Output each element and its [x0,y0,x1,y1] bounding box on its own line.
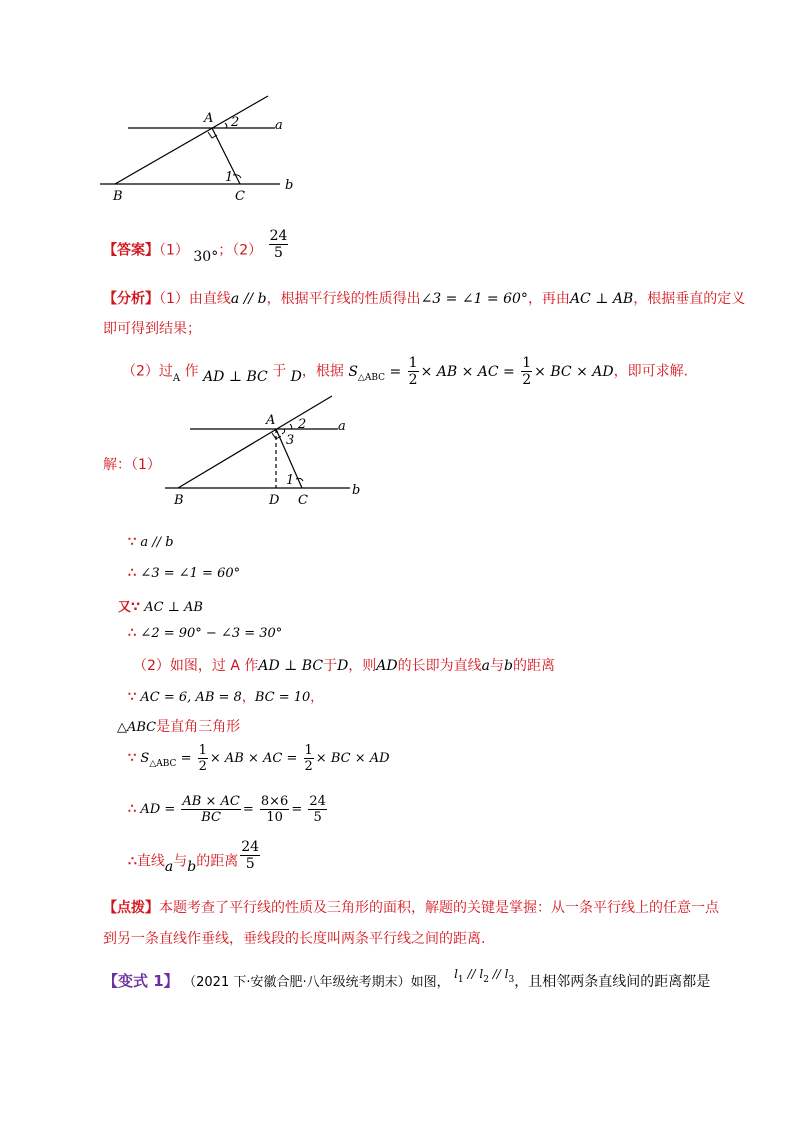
math-expr [454,967,515,985]
analysis-line3 [122,356,688,387]
half-fraction: $\frac{1}{2}$ [198,743,207,774]
because-symbol: 又∵ [118,600,141,615]
line-l1: l [454,967,458,981]
area-symbol: S [140,751,150,766]
fig2-label-2: 2 [298,417,307,432]
area-subscript: △ABC [149,759,177,769]
subscript: 1 [457,975,464,985]
area-symbol: S [348,363,358,380]
math-expr: AC ⊥ AB [144,600,203,615]
solution-step7 [117,716,240,736]
solution-step10 [128,839,262,877]
fig2-label-B: B [174,493,184,508]
fig2-label-A: A [266,413,276,428]
variant-source: （2021 下·安徽合肥·八年级统考期末）如图， [183,975,450,990]
fig2-label-b: b [352,483,361,498]
math-term: × AB × AC = [209,751,298,766]
area-subscript: △ABC [357,372,386,383]
analysis-text: （2）过 [122,363,173,380]
fig2-label-3: 3 [286,433,295,448]
fraction: $\frac{AB \times AC}{BC}$ [182,794,240,825]
solution-step2 [128,566,240,581]
math-expr: a // b [230,291,267,307]
fig1-label-B: B [113,189,123,204]
therefore-symbol: ∴ [128,566,137,581]
fig1-label-A: A [204,111,214,126]
math-expr: AD ⊥ BC [203,368,268,385]
fig2-label-1: 1 [286,473,295,488]
math-expr [140,743,390,774]
half-fraction: $\frac{1}{2}$ [304,743,313,774]
line-l2: l [479,967,484,981]
math-expr: A [172,372,181,384]
answer-value2: $\frac{24}{5}$ [269,228,288,261]
variant-text: ，且相邻两条直线间的距离都是 [514,974,711,990]
math-expr: D [337,658,349,674]
solution-step8 [128,744,390,773]
math-expr: ∠3 = ∠1 = 60° [140,566,241,581]
solution-text: （2）如图，过 A 作 [133,658,259,674]
solution-step1 [128,535,174,550]
answer-separator: ； [218,242,233,259]
fraction: $\frac{8\times 6}{10}$ [260,794,289,825]
therefore-symbol: ∴ [128,853,137,870]
math-expr: a [481,658,490,674]
math-expr: △ABC [117,720,157,735]
figure-2-diagram [160,388,370,513]
analysis-text: ，根据 [301,363,344,380]
math-expr: b [504,658,513,674]
because-symbol: ∵ [128,535,137,550]
math-expr: AD [376,658,398,674]
fraction: $\frac{24}{5}$ [309,794,326,825]
equals: = [389,363,402,380]
tip-tag: 【点拨】 [103,900,159,916]
answer-tag: 【答案】 [103,242,159,259]
analysis-line2: 即可得到结果； [103,321,201,337]
answer-value1: 30° [193,248,219,265]
because-symbol: ∵ [128,751,137,766]
analysis-text: ，再由 [527,291,570,307]
answer-part2: （2） [232,242,263,259]
math-expr: AD ⊥ BC [258,658,324,674]
analysis-text: （1）由直线 [159,291,231,307]
math-expr: D [290,368,302,385]
fig2-label-C: C [298,493,308,508]
math-expr: AC = 6, AB = 8 [140,690,242,705]
math-term: × BC × AD [315,751,390,766]
because-symbol: ∵ [128,690,137,705]
math-term: × BC × AD [534,363,614,380]
solution-text: ， [310,690,324,705]
half-fraction: $\frac{1}{2}$ [522,355,532,388]
solution-text: 的距离 [196,853,239,870]
equals: = [291,802,303,817]
solution-text: 与 [173,853,188,870]
solution-text: 的距离 [512,658,555,674]
figure-1-diagram [95,88,315,208]
analysis-text: 于 [272,363,287,380]
answer-line [103,228,290,266]
math-expr: a // b [140,535,174,550]
therefore-symbol: ∴ [128,802,137,817]
tip-text: 本题考查了平行线的性质及三角形的面积，解题的关键是掌握：从一条平行线上的任意一点 [159,900,719,916]
solution-step4 [128,626,282,641]
half-fraction: $\frac{1}{2}$ [408,355,418,388]
variant-tag: 【变式 1】 [103,972,179,990]
math-expr: b [187,858,197,875]
fig1-label-2: 2 [231,115,240,130]
tip-line1 [103,897,719,917]
solution-text: 是直角三角形 [156,719,241,735]
math-expr: AC ⊥ AB [569,291,634,307]
analysis-text: ，即可求解. [613,363,689,380]
subscript: 2 [483,975,489,985]
analysis-tag: 【分析】 [103,291,159,307]
solution-step6 [128,686,323,705]
variant-line [103,967,711,993]
fig2-label-a: a [338,419,346,434]
math-expr: a [164,858,174,875]
solution-text: 与 [490,658,504,674]
fig1-label-a: a [275,118,283,133]
answer-part1: （1） [159,242,189,259]
math-term: AD = [140,802,176,817]
analysis-text: ，根据平行线的性质得出 [266,291,421,307]
solution-step5 [133,655,555,675]
math-expr: ∠2 = 90° − ∠3 = 30° [140,626,283,641]
equals: = [242,802,254,817]
line-l3: l [504,967,509,981]
fraction: $\frac{24}{5}$ [241,839,260,872]
tip-line2: 到另一条直线作垂线，垂线段的长度叫两条平行线之间的距离. [103,931,486,947]
math-expr [348,355,614,388]
analysis-text: 作 [184,363,199,380]
math-expr: ∠3 = ∠1 = 60° [420,291,528,307]
subscript: 3 [508,975,515,985]
analysis-line1 [103,288,745,308]
solution-step9 [128,795,329,824]
solution-text: 于 [323,658,338,674]
fig1-label-C: C [235,189,245,204]
fig1-label-b: b [285,178,294,193]
solution-text: 直线 [136,853,165,870]
math-expr [140,794,329,825]
equals: = [180,751,192,766]
analysis-text: ，根据垂直的定义 [633,291,746,307]
parallel-symbol: // [463,967,480,981]
therefore-symbol: ∴ [128,626,137,641]
math-term: × AB × AC = [420,363,515,380]
parallel-symbol: // [488,967,505,981]
solution-text: ，则 [348,658,377,674]
solution-step3 [118,596,203,615]
solution-text: ， [241,690,255,705]
solution-text: 的长即为直线 [397,658,482,674]
fig2-label-D: D [269,493,280,508]
solution-tag: 解：（1） [103,457,161,473]
fig1-label-1: 1 [225,170,234,185]
math-expr: BC = 10 [254,690,311,705]
